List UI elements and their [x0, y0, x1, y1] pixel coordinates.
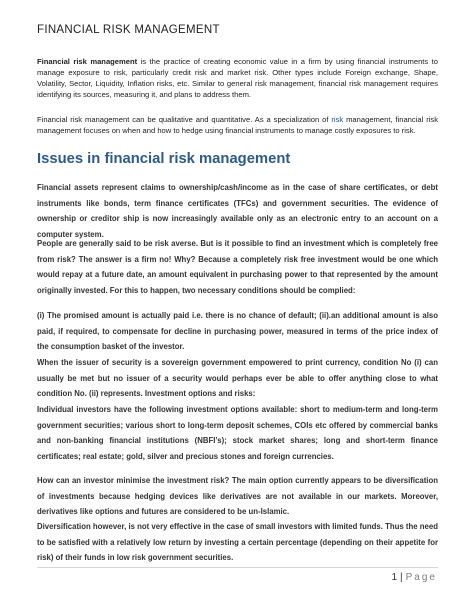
section-paragraph-3: (i) The promised amount is actually paid i.e. there is no chance of default; (ii).an additional amount is also paid, if required, to compensate for decline in purchasing power, measured in terms of the price index of the consumption basket of the investor. [37, 311, 438, 351]
section-heading: Issues in financial risk management [37, 151, 291, 167]
section-paragraph-2: People are generally said to be risk averse. But is it possible to find an investment which is completely free from risk? The answer is a firm no! Why? Because a completely risk free investment would be one which would repay at a future date, an amount equivalent in purchasing power to that represented by the amount originally invested. For this to happen, two necessary conditions should be complied: [37, 239, 438, 295]
section-paragraph-7: Diversification however, is not very effective in the case of small investors with limited funds. Thus the need to be satisfied with a relatively low return by investing a certain percentage (depending on their appetite for risk) of their funds in low risk government securities. [37, 522, 438, 562]
page-label: Page [405, 572, 437, 583]
intro-term: Financial risk management [37, 57, 138, 66]
para2-after: management, financial risk management focuses on when and how to hedge using financial instruments to manage costly exposures to risk. [37, 115, 438, 135]
section-paragraph-4: When the issuer of security is a sovereign government empowered to print currency, condition No (i) can usually be met but no issuer of a security would perhaps ever be able to offer anything close to what condition No. (ii) represents. Investment options and risks: [37, 358, 438, 398]
footer-separator: | [400, 572, 403, 583]
para2-before: Financial risk management can be qualitative and quantitative. As a specialization of [37, 115, 332, 124]
page-footer [391, 572, 437, 583]
section-paragraph-1: Financial assets represent claims to ownership/cash/income as in the case of share certificates, or debt instruments like bonds, term finance certificates (TFCs) and government securities. The evidence of ownership or creditor ship is now increasingly available only as an electronic entry to an account on a computer system. [37, 183, 438, 239]
section-paragraph-5: Individual investors have the following investment options available: short to medium-term and long-term government securities; various short to long-term deposit schemes, COIs etc offered by commercial banks and non-banking financial institutions (NBFI’s); stock market shares; long and short-term finance certificates; real estate; gold, silver and precious stones and foreign currencies. [37, 405, 438, 461]
risk-link[interactable]: risk [331, 115, 344, 124]
section-paragraph-6: How can an investor minimise the investment risk? The main option currently appears to be diversification of investments because hedging devices like derivatives are not available in our markets. Moreover, derivatives like options and futures are considered to be un-Islamic. [37, 476, 438, 516]
document-title: FINANCIAL RISK MANAGEMENT [37, 24, 220, 36]
intro-paragraph [37, 56, 438, 100]
page-number: 1 [391, 572, 398, 583]
intro-text: is the practice of creating economic value in a firm by using financial instruments to manage exposure to risk, particularly credit risk and market risk. Other types include Foreign exchange, Shape, Volatility, Sector, Liquidity, Inflation risks, etc. Similar to general risk management, financial risk management requires identifying its sources, measuring it, and plans to address them. [37, 57, 438, 99]
footer-divider [37, 567, 438, 568]
specialization-paragraph [37, 114, 438, 136]
